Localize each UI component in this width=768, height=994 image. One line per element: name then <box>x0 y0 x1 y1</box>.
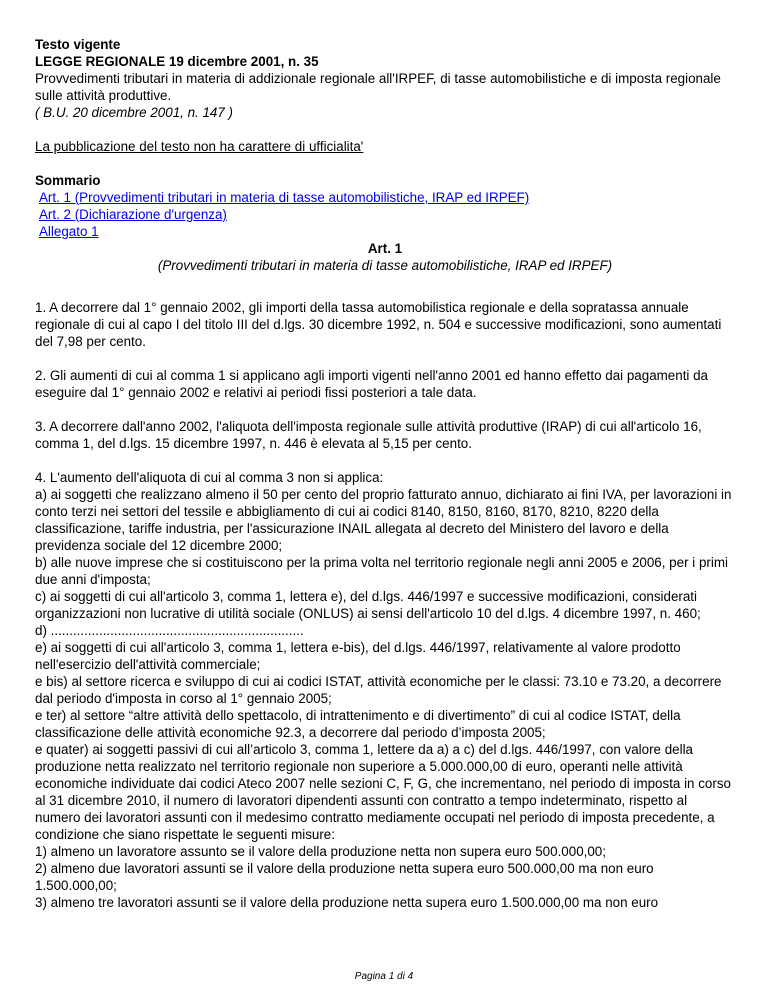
toc-link-art-1[interactable]: Art. 1 (Provvedimenti tributari in materia di tasse automobilistiche, IRAP ed IRPEF) <box>39 190 530 205</box>
paragraph-4-line: 1) almeno un lavoratore assunto se il valore della produzione netta non supera euro 500.000,00; <box>35 844 606 859</box>
article-title: (Provvedimenti tributari in materia di tasse automobilistiche, IRAP ed IRPEF) <box>157 258 613 273</box>
paragraph-4-line: c) ai soggetti di cui all'articolo 3, comma 1, lettera e), del d.lgs. 446/1997 e successive modificazioni, considerati organizzazioni non lucrative di utilità sociale (ONLUS) ai sensi dell'articolo 10 del d.lgs. 4 dicembre 1997, n. 460; <box>35 589 701 621</box>
paragraph-4-line: a) ai soggetti che realizzano almeno il 50 per cento del proprio fatturato annuo, dichiarato ai fini IVA, per lavorazioni in conto terzi nei settori del tessile e abbigliamento di cui ai codici 8140, 8150, 8160, 8170, 8210, 8220 della classificazione, tariffe industria, per l'assicurazione INAIL allegata al decreto del Ministero del lavoro e della previdenza sociale del 12 dicembre 2000; <box>35 487 732 553</box>
toc-link-allegato-1[interactable]: Allegato 1 <box>39 224 99 239</box>
document-page <box>35 36 735 911</box>
paragraph-2: 2. Gli aumenti di cui al comma 1 si applicano agli importi vigenti nell'anno 2001 ed hanno effetto dai pagamenti da eseguire dal 1° gennaio 2002 e relativi ai periodi fissi posteriori a tale data. <box>35 368 709 400</box>
paragraph-4-line: d) .................................................................... <box>35 623 304 638</box>
paragraph-4-line: 3) almeno tre lavoratori assunti se il valore della produzione netta supera euro 1.500.000,00 ma non euro <box>35 895 659 910</box>
table-of-contents <box>35 172 735 240</box>
toc-link-art-2[interactable]: Art. 2 (Dichiarazione d'urgenza) <box>39 207 227 222</box>
paragraph-4-line: e) ai soggetti di cui all'articolo 3, comma 1, lettera e-bis), del d.lgs. 446/1997, relativamente al valore prodotto nell'esercizio dell'attività commerciale; <box>35 640 681 672</box>
paragraph-4-line: e quater) ai soggetti passivi di cui all’articolo 3, comma 1, lettere da a) a c) del d.lgs. 446/1997, con valore della produzione netta realizzato nel territorio regionale non superiore a 5.000.000,00 di euro, operanti nelle attività economiche individuate dai codici Ateco 2007 nelle sezioni C, F, G, che incrementano, nel periodo di imposta in corso al 31 dicembre 2010, il numero di lavoratori dipendenti assunti con contratto a tempo indeterminato, rispetto al numero dei lavoratori assunti con il medesimo contratto mediamente occupati nel periodo di imposta precedente, a condizione che siano rispettate le seguenti misure: <box>35 742 731 842</box>
law-title: LEGGE REGIONALE 19 dicembre 2001, n. 35 <box>35 54 319 69</box>
paragraph-4-line: e ter) al settore “altre attività dello spettacolo, di intrattenimento e di divertimento” di cui al codice ISTAT, della classificazione delle attività economiche 92.3, a decorrere dal periodo d’imposta 2005; <box>35 708 681 740</box>
paragraph-3: 3. A decorrere dall'anno 2002, l'aliquota dell'imposta regionale sulle attività produttive (IRAP) di cui all'articolo 16, comma 1, del d.lgs. 15 dicembre 1997, n. 446 è elevata al 5,15 per cento. <box>35 419 702 451</box>
toc-heading: Sommario <box>35 173 101 188</box>
paragraph-4-line: 4. L'aumento dell'aliquota di cui al comma 3 non si applica: <box>35 470 384 485</box>
disclaimer: La pubblicazione del testo non ha carattere di ufficialita' <box>35 139 364 154</box>
law-subject: Provvedimenti tributari in materia di addizionale regionale all'IRPEF, di tasse automobilistiche e di imposta regionale sulle attività produttive. <box>35 71 721 103</box>
article-number: Art. 1 <box>367 241 403 256</box>
paragraph-4 <box>35 469 735 911</box>
paragraph-4-line: e bis) al settore ricerca e sviluppo di cui ai codici ISTAT, attività economiche per le classi: 73.10 e 73.20, a decorrere dal periodo d'imposta in corso al 1° gennaio 2005; <box>35 674 722 706</box>
paragraph-1: 1. A decorrere dal 1° gennaio 2002, gli importi della tassa automobilistica regionale e della sopratassa annuale regionale di cui al capo I del titolo III del d.lgs. 30 dicembre 1992, n. 504 e successive modificazioni, sono aumentati del 7,98 per cento. <box>35 300 722 349</box>
status-label: Testo vigente <box>35 37 121 52</box>
bulletin-reference: ( B.U. 20 dicembre 2001, n. 147 ) <box>35 105 233 120</box>
paragraph-4-line: 2) almeno due lavoratori assunti se il valore della produzione netta supera euro 500.000,00 ma non euro 1.500.000,00; <box>35 861 654 893</box>
page-number: Pagina 1 di 4 <box>354 971 414 982</box>
paragraph-4-line: b) alle nuove imprese che si costituiscono per la prima volta nel territorio regionale negli anni 2005 e 2006, per i primi due anni d'imposta; <box>35 555 728 587</box>
